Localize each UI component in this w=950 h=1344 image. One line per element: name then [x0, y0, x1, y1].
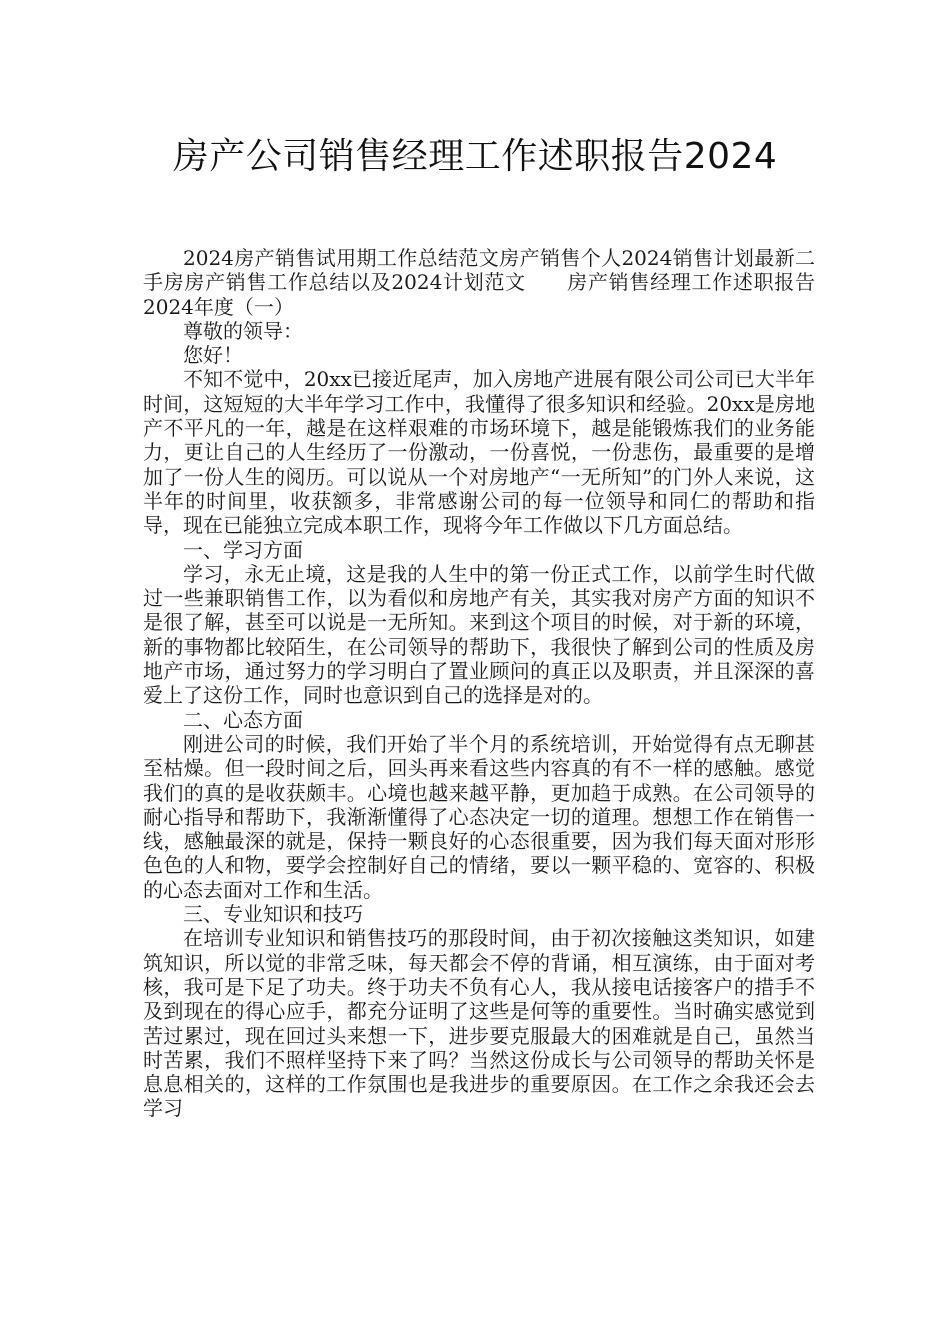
section-heading: 一、学习方面: [183, 537, 303, 562]
greeting: 您好！: [183, 343, 243, 368]
body-paragraph: 在培训专业知识和销售技巧的那段时间，由于初次接触这类知识，如建筑知识，所以觉的非常乏味，每天都会不停的背诵，相互演练，由于面对考核，我可是下足了功夫。终于功夫不负有心人，我从接电话接客户的措手不及到现在的得心应手，都充分证明了这些是何等的重要性。当时确实感觉到苦过累过，现在回过头来想一下，进步要克服最大的困难就是自己，虽然当时苦累，我们不照样坚持下来了吗？当然这份成长与公司领导的帮助关怀是息息相关的，这样的工作氛围也是我进步的重要原因。在工作之余我还会去学习: [143, 926, 815, 1121]
section-heading: 三、专业知识和技巧: [183, 902, 363, 927]
body-paragraph: 学习，永无止境，这是我的人生中的第一份正式工作，以前学生时代做过一些兼职销售工作，以为看似和房地产有关，其实我对房产方面的知识不是很了解，甚至可以说是一无所知。来到这个项目的时候，对于新的环境，新的事物都比较陌生，在公司领导的帮助下，我很快了解到公司的性质及房地产市场，通过努力的学习明白了置业顾问的真正以及职责，并且深深的喜爱上了这份工作，同时也意识到自己的选择是对的。: [143, 561, 815, 708]
document-body: [143, 246, 815, 1121]
intro-paragraph: 2024房产销售试用期工作总结范文房产销售个人2024销售计划最新二手房房产销售工作总结以及2024计划范文 房产销售经理工作述职报告2024年度（一）: [143, 246, 815, 319]
salutation: 尊敬的领导：: [183, 318, 303, 343]
body-paragraph: 不知不觉中，20xx已接近尾声，加入房地产进展有限公司公司已大半年时间，这短短的大半年学习工作中，我懂得了很多知识和经验。20xx是房地产不平凡的一年，越是在这样艰难的市场环境下，越是能锻炼我们的业务能力，更让自己的人生经历了一份激动，一份喜悦，一份悲伤，最重要的是增加了一份人生的阅历。可以说从一个对房地产“一无所知”的门外人来说，这半年的时间里，收获额多，非常感谢公司的每一位领导和同仁的帮助和指导，现在已能独立完成本职工作，现将今年工作做以下几方面总结。: [143, 367, 815, 538]
body-paragraph: 刚进公司的时候，我们开始了半个月的系统培训，开始觉得有点无聊甚至枯燥。但一段时间之后，回头再来看这些内容真的有不一样的感触。感觉我们的真的是收获颇丰。心境也越来越平静，更加趋于成熟。在公司领导的耐心指导和帮助下，我渐渐懂得了心态决定一切的道理。想想工作在销售一线，感触最深的就是，保持一颗良好的心态很重要，因为我们每天面对形形色色的人和物，要学会控制好自己的情绪，要以一颗平稳的、宽容的、积极的心态去面对工作和生活。: [143, 731, 815, 902]
section-heading: 二、心态方面: [183, 707, 303, 732]
document-title: 房产公司销售经理工作述职报告2024: [172, 136, 778, 177]
